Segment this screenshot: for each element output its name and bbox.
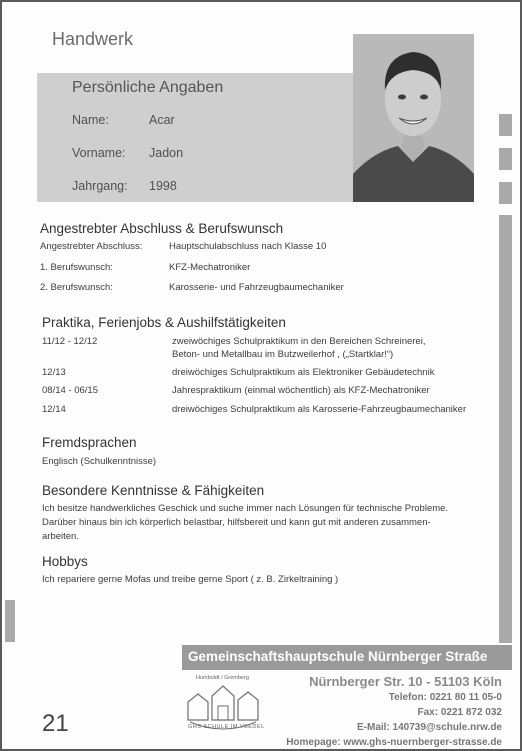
logo-text-bottom: GHS SCHULE IM VEEDEL: [188, 724, 265, 730]
portrait-illustration: [353, 34, 474, 202]
personal-info-title: Persönliche Angaben: [72, 79, 224, 96]
side-block: [499, 148, 512, 170]
berufswunsch2-value: Karosserie- und Fahrzeugbaumechaniker: [169, 282, 344, 293]
hobbys-title: Hobbys: [42, 554, 88, 569]
praktikum-text: zweiwöchiges Schulpraktikum in den Bereichen Schreinerei,: [172, 336, 426, 347]
abschluss-value: Hauptschulabschluss nach Klasse 10: [169, 241, 327, 252]
logo-text-top: Humboldt / Gremberg: [196, 675, 249, 681]
jahrgang-label: Jahrgang:: [72, 179, 128, 193]
hobbys-text: Ich repariere gerne Mofas und treibe gerne Sport ( z. B. Zirkeltraining ): [42, 574, 339, 585]
jahrgang-value: 1998: [149, 179, 177, 193]
vorname-label: Vorname:: [72, 146, 126, 160]
page-number: 21: [42, 710, 69, 737]
abschluss-label: Angestrebter Abschluss:: [40, 241, 143, 252]
kenntnisse-line: Ich besitze handwerkliches Geschick und suche immer nach Lösungen für technische Probleme.: [42, 503, 449, 514]
berufswunsch1-value: KFZ-Mechatroniker: [169, 262, 251, 273]
praktika-title: Praktika, Ferienjobs & Aushilfstätigkeiten: [42, 315, 286, 330]
kenntnisse-title: Besondere Kenntnisse & Fähigkeiten: [42, 483, 265, 498]
portrait-photo: [353, 34, 474, 202]
school-name: Gemeinschaftshauptschule Nürnberger Straße: [188, 649, 488, 664]
school-phone: Telefon: 0221 80 11 05-0: [388, 692, 502, 703]
school-homepage: Homepage: www.ghs-nuernberger-strasse.de: [286, 737, 502, 748]
abschluss-title: Angestrebter Abschluss & Berufswunsch: [40, 221, 284, 236]
kenntnisse-line: Darüber hinaus bin ich körperlich belastbar, hilfsbereit und kann gut mit anderen zusammen-: [42, 517, 431, 528]
side-block: [499, 182, 512, 204]
praktikum-date: 12/14: [42, 404, 66, 415]
praktikum-text: Jahrespraktikum (einmal wöchentlich) als KFZ-Mechatroniker: [172, 385, 430, 396]
praktikum-text: Beton- und Metallbau im Butzweilerhof , („Startklar!“): [172, 349, 394, 360]
praktikum-date: 12/13: [42, 367, 66, 378]
left-edge-bar: [5, 600, 15, 642]
name-value: Acar: [149, 113, 175, 127]
praktikum-text: dreiwöchiges Schulpraktikum als Karosserie-Fahrzeugbaumechaniker: [172, 404, 467, 415]
name-label: Name:: [72, 113, 109, 127]
side-bar: [499, 215, 512, 643]
fremdsprachen-title: Fremdsprachen: [42, 435, 137, 450]
praktikum-date: 11/12 - 12/12: [42, 336, 98, 347]
vorname-value: Jadon: [149, 146, 184, 160]
kenntnisse-line: arbeiten.: [42, 531, 79, 542]
side-block: [499, 114, 512, 136]
school-fax: Fax: 0221 872 032: [417, 707, 502, 718]
school-email: E-Mail: 140739@schule.nrw.de: [357, 722, 502, 733]
praktikum-text: dreiwöchiges Schulpraktikum als Elektroniker Gebäudetechnik: [172, 367, 435, 378]
berufswunsch2-label: 2. Berufswunsch:: [40, 282, 113, 293]
fremdsprachen-text: Englisch (Schulkenntnisse): [42, 456, 157, 467]
category-title: Handwerk: [52, 29, 134, 49]
school-address: Nürnberger Str. 10 - 51103 Köln: [309, 674, 502, 689]
berufswunsch1-label: 1. Berufswunsch:: [40, 262, 113, 273]
praktikum-date: 08/14 - 06/15: [42, 385, 98, 396]
